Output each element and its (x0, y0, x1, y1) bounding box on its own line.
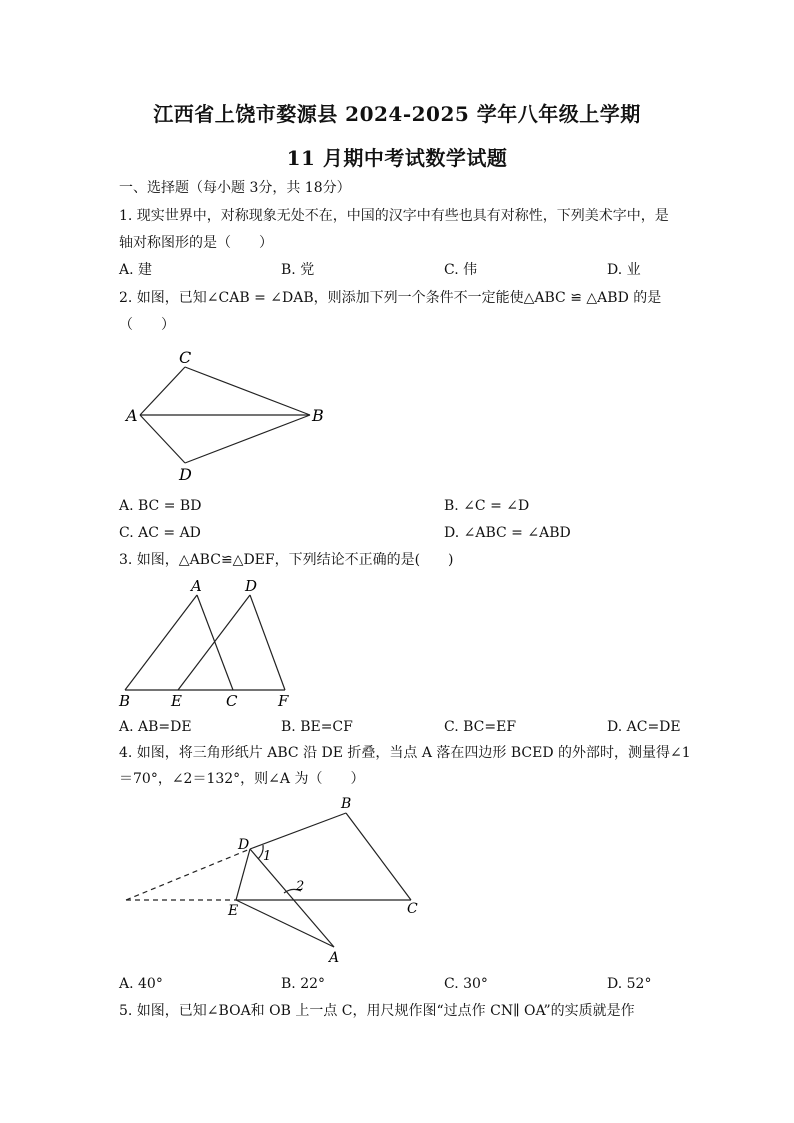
q1-option-b[interactable]: B. 党 (281, 262, 315, 278)
q2-label-b: B (312, 406, 324, 425)
q2-stem-line1: 2. 如图，已知∠CAB = ∠DAB，则添加下列一个条件不一定能使△ABC ≌ △ABD 的是 (119, 290, 662, 306)
exam-title-line2: 11 月期中考试数学试题 (286, 146, 508, 170)
q4-stem-line2: ＝70°，∠2＝132°，则∠A 为（ ） (119, 771, 365, 787)
q3-label-f: F (278, 692, 289, 710)
q2-stem-line2: （ ） (119, 317, 175, 333)
section-heading: 一、选择题（每小题 3分，共 18分） (119, 180, 351, 196)
q4-label-c: C (407, 901, 418, 917)
q1-stem-line2: 轴对称图形的是（ ） (119, 235, 273, 251)
q4-option-c[interactable]: C. 30° (444, 976, 488, 992)
q4-option-d[interactable]: D. 52° (607, 976, 652, 992)
q4-stem-line1: 4. 如图，将三角形纸片 ABC 沿 DE 折叠，当点 A 落在四边形 BCED 的外部时，测量得∠1 (119, 745, 691, 761)
q3-label-e: E (171, 692, 182, 710)
q1-option-c[interactable]: C. 伟 (444, 262, 478, 278)
q1-option-d[interactable]: D. 业 (607, 262, 641, 278)
q1-stem-line1: 1. 现实世界中，对称现象无处不在，中国的汉字中有些也具有对称性，下列美术字中，是 (119, 208, 669, 224)
q4-angle-1: 1 (263, 849, 272, 864)
q3-option-a[interactable]: A. AB=DE (119, 719, 192, 735)
q2-option-a[interactable]: A. BC = BD (119, 498, 202, 514)
q4-angle-2: 2 (296, 879, 305, 894)
q3-label-a: A (191, 577, 202, 595)
q2-label-a: A (126, 406, 138, 425)
q2-label-d: D (179, 465, 192, 484)
q5-stem-line1: 5. 如图，已知∠BOA和 OB 上一点 C，用尺规作图“过点作 CN∥ OA”的实质就是作 (119, 1003, 635, 1019)
q2-option-b[interactable]: B. ∠C = ∠D (444, 498, 530, 514)
q2-option-d[interactable]: D. ∠ABC = ∠ABD (444, 525, 571, 541)
q3-option-c[interactable]: C. BC=EF (444, 719, 517, 735)
q1-option-a[interactable]: A. 建 (119, 262, 153, 278)
q4-label-b: B (341, 796, 352, 812)
q3-stem: 3. 如图，△ABC≌△DEF，下列结论不正确的是( ) (119, 552, 454, 568)
q4-option-b[interactable]: B. 22° (281, 976, 326, 992)
q3-option-b[interactable]: B. BE=CF (281, 719, 353, 735)
q3-label-c: C (226, 692, 238, 710)
exam-title-line1: 江西省上饶市婺源县 2024-2025 学年八年级上学期 (153, 102, 641, 126)
q4-label-a: A (329, 950, 340, 966)
q4-label-e: E (228, 903, 239, 919)
q4-option-a[interactable]: A. 40° (119, 976, 163, 992)
q2-option-c[interactable]: C. AC = AD (119, 525, 201, 541)
q4-label-d: D (238, 837, 250, 853)
q2-label-c: C (179, 348, 192, 367)
q3-label-b: B (119, 692, 131, 710)
q3-option-d[interactable]: D. AC=DE (607, 719, 681, 735)
q3-label-d: D (245, 577, 258, 595)
